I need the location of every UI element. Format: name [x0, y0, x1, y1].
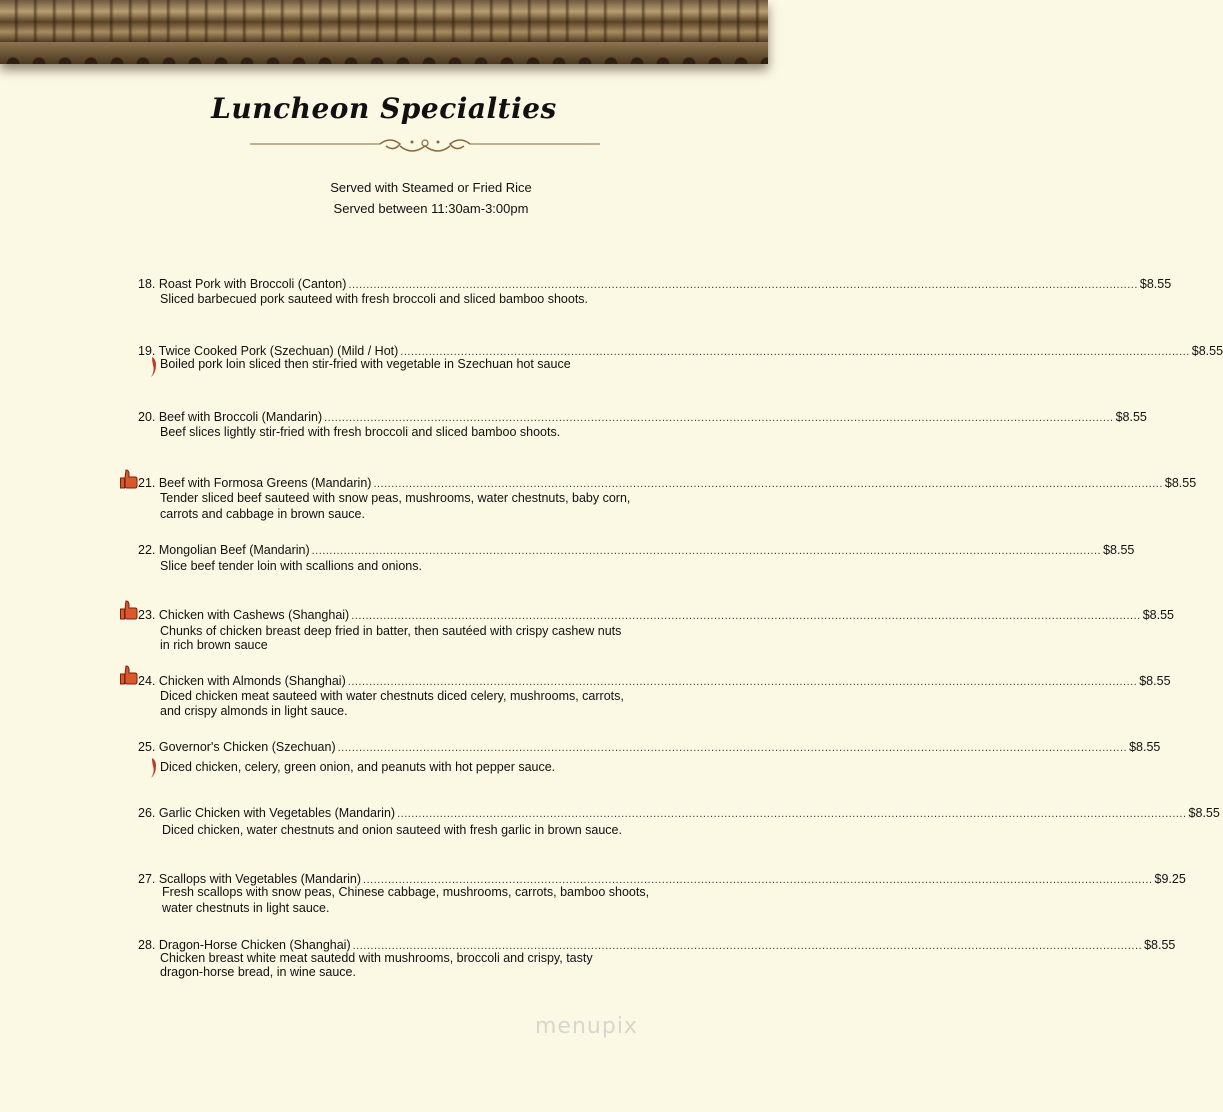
dot-leader: ..............................................................................................................................................................................................................................	[352, 940, 1143, 952]
item-description: Fresh scallops with snow peas, Chinese cabbage, mushrooms, carrots, bamboo shoots,	[162, 885, 650, 899]
item-name: 19. Twice Cooked Pork (Szechuan) (Mild / Hot)	[138, 344, 399, 358]
item-price: $8.55	[1129, 740, 1161, 754]
item-description: Chunks of chicken breast deep fried in batter, then sautéed with crispy cashew nuts	[160, 624, 622, 638]
item-price: $8.55	[1164, 476, 1197, 490]
thumbs-up-icon	[120, 600, 137, 620]
dot-leader: ..............................................................................................................................................................................................................................	[347, 676, 1138, 688]
dot-leader: ..............................................................................................................................................................................................................................	[400, 346, 1190, 358]
roof-tile-edge	[0, 42, 768, 64]
item-description-cont: carrots and cabbage in brown sauce.	[160, 507, 365, 521]
item-description: Slice beef tender loin with scallions and onions.	[160, 559, 422, 573]
item-name: 25. Governor's Chicken (Szechuan)	[138, 740, 336, 754]
item-description: Diced chicken, water chestnuts and onion sauteed with fresh garlic in brown sauce.	[162, 823, 622, 837]
item-name: 26. Garlic Chicken with Vegetables (Mandarin)	[138, 806, 396, 820]
item-price: $8.55	[1144, 938, 1176, 952]
item-name: 20. Beef with Broccoli (Mandarin)	[138, 410, 323, 424]
dot-leader: ..............................................................................................................................................................................................................................	[348, 279, 1138, 291]
item-name: 21. Beef with Formosa Greens (Mandarin)	[138, 476, 372, 490]
item-description: Boiled pork loin sliced then stir-fried with vegetable in Szechuan hot sauce	[160, 357, 571, 371]
item-description-cont: dragon-horse bread, in wine sauce.	[160, 965, 356, 979]
item-name: 28. Dragon-Horse Chicken (Shanghai)	[138, 938, 351, 952]
dot-leader: ..............................................................................................................................................................................................................................	[373, 478, 1163, 490]
item-price: $8.55	[1103, 543, 1135, 557]
title-ornament-icon	[250, 134, 600, 160]
item-description: Chicken breast white meat sautedd with mushrooms, broccoli and crispy, tasty	[160, 951, 593, 965]
item-price: $9.25	[1154, 872, 1186, 886]
subtitle-rice: Served with Steamed or Fried Rice	[330, 180, 532, 195]
item-description-cont: and crispy almonds in light sauce.	[160, 704, 348, 718]
chili-pepper-icon	[149, 757, 159, 779]
dot-leader: ..............................................................................................................................................................................................................................	[363, 874, 1153, 886]
watermark: menupix	[535, 1014, 638, 1039]
item-description: Sliced barbecued pork sauteed with fresh broccoli and sliced bamboo shoots.	[160, 292, 589, 306]
item-price: $8.55	[1142, 608, 1174, 622]
item-description-cont: water chestnuts in light sauce.	[162, 901, 330, 915]
item-name: 22. Mongolian Beef (Mandarin)	[138, 543, 310, 557]
item-description-cont: in rich brown sauce	[160, 638, 268, 652]
dot-leader: ..............................................................................................................................................................................................................................	[397, 808, 1187, 820]
item-price: $8.55	[1115, 410, 1147, 424]
dot-leader: ..............................................................................................................................................................................................................................	[337, 742, 1128, 754]
thumbs-up-icon	[120, 665, 137, 685]
chili-pepper-icon	[149, 356, 159, 378]
dot-leader: ..............................................................................................................................................................................................................................	[311, 545, 1102, 557]
dot-leader: ..............................................................................................................................................................................................................................	[324, 412, 1114, 424]
dot-leader: ..............................................................................................................................................................................................................................	[351, 610, 1141, 622]
roof-tile-banner	[0, 0, 768, 64]
subtitle-hours: Served between 11:30am-3:00pm	[333, 201, 529, 216]
item-price: $8.55	[1139, 674, 1171, 688]
item-name: 27. Scallops with Vegetables (Mandarin)	[138, 872, 362, 886]
item-description: Tender sliced beef sauteed with snow peas, mushrooms, water chestnuts, baby corn,	[160, 491, 631, 505]
thumbs-up-icon	[120, 469, 137, 489]
item-name: 24. Chicken with Almonds (Shanghai)	[138, 674, 346, 688]
page-title: Luncheon Specialties	[211, 92, 557, 125]
item-name: 18. Roast Pork with Broccoli (Canton)	[138, 277, 347, 291]
item-price: $8.55	[1139, 277, 1172, 291]
item-description: Diced chicken, celery, green onion, and peanuts with hot pepper sauce.	[160, 760, 556, 774]
item-description: Beef slices lightly stir-fried with fresh broccoli and sliced bamboo shoots.	[160, 425, 561, 439]
item-price: $8.55	[1191, 344, 1223, 358]
item-name: 23. Chicken with Cashews (Shanghai)	[138, 608, 350, 622]
item-description: Diced chicken meat sauteed with water chestnuts diced celery, mushrooms, carrots,	[160, 689, 624, 703]
item-price: $8.55	[1188, 806, 1220, 820]
